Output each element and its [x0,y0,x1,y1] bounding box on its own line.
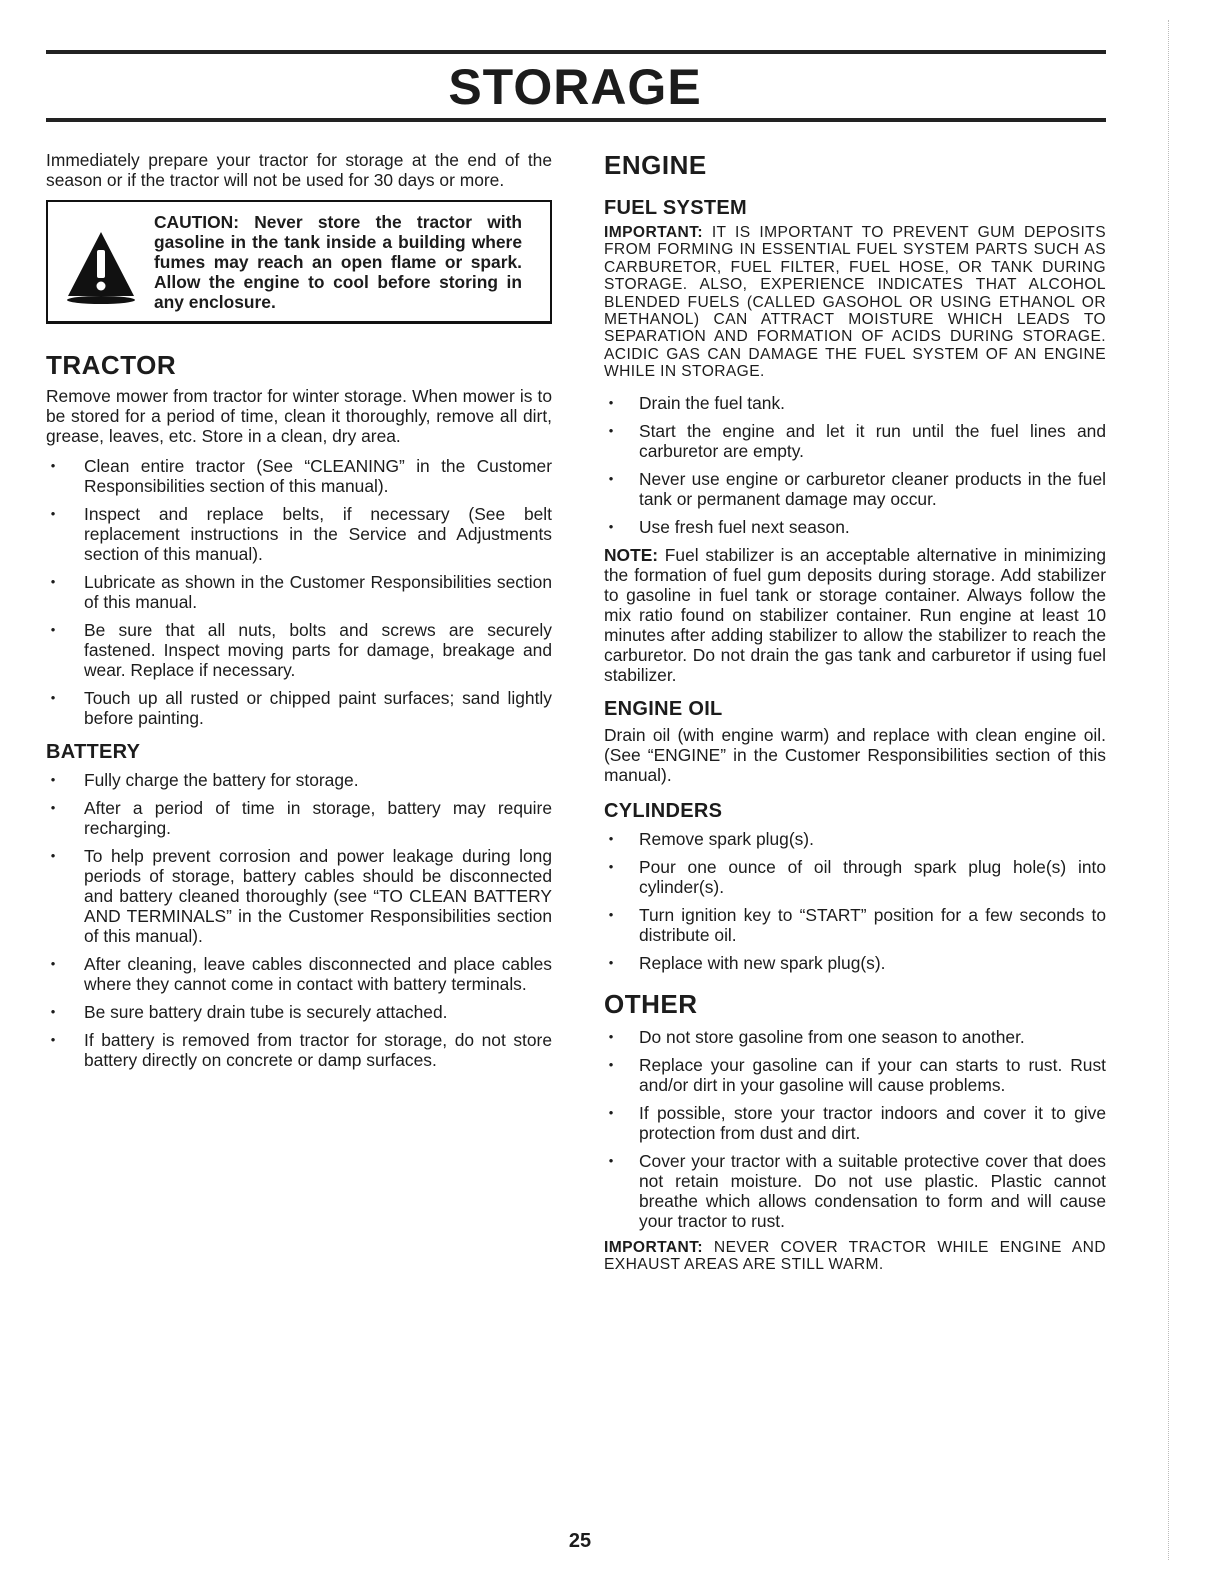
list-item: • Touch up all rusted or chipped paint surfaces; sand lightly before painting. [50,688,552,728]
note-text: Fuel stabilizer is an acceptable alternative in minimizing the formation of fuel gum deposits during storage. Add stabilizer to gasoline in fuel tank or storage container. Always follow the mix ratio found on stabilizer container. Run engine at least 10 minutes after adding stabilizer to allow the stabilizer to reach the carburetor. Do not drain the gas tank and carburetor if using fuel stabilizer. [604,544,1106,685]
list-item: • After cleaning, leave cables disconnected and place cables where they cannot come in contact with battery terminals. [50,954,552,994]
list-item: • If battery is removed from tractor for storage, do not store battery directly on concrete or damp surfaces. [50,1030,552,1070]
battery-list [46,770,552,1070]
list-item: • Start the engine and let it run until the fuel lines and carburetor are empty. [608,420,1106,461]
list-item: • Clean entire tractor (See “CLEANING” in the Customer Responsibilities section of this manual). [50,456,552,496]
other-list [604,1027,1106,1231]
list-item: • Inspect and replace belts, if necessary (See belt replacement instructions in the Service and Adjustments section of this manual). [50,504,552,564]
list-item: • If possible, store your tractor indoors and cover it to give protection from dust and dirt. [608,1102,1106,1143]
caution-box [46,200,552,324]
important-text: IT IS IMPORTANT TO PREVENT GUM DEPOSITS FROM FORMING IN ESSENTIAL FUEL SYSTEM PARTS SUCH AS CARBURETOR, FUEL FILTER, FUEL HOSE, OR TANK DURING STORAGE. ALSO, EXPERIENCE INDICATES THAT ALCOHOL BLENDED FUELS (CALLED GASOHOL OR USING ETHANOL OR METHANOL) CAN ATTRACT MOISTURE WHICH LEADS TO SEPARATION AND FORMATION OF ACIDS DURING STORAGE. ACIDIC GAS CAN DAMAGE THE FUEL SYSTEM OF AN ENGINE WHILE IN STORAGE. [604,224,1107,381]
cover-important-note [604,1239,1106,1274]
engine-oil-heading: ENGINE OIL [604,697,723,720]
page-title: STORAGE [448,59,702,115]
engine-oil-paragraph: Drain oil (with engine warm) and replace with clean engine oil. (See “ENGINE” in the Customer Responsibilities section of this manual). [604,724,1106,785]
right-column [604,150,1106,1273]
list-item: • Drain the fuel tank. [608,392,785,413]
cylinders-list [604,829,1106,973]
fuel-system-list [604,393,1106,537]
note-label: NOTE: [604,544,659,565]
tractor-list [46,456,552,728]
list-item: • Pour one ounce of oil through spark plug hole(s) into cylinder(s). [608,856,1106,897]
caution-text: CAUTION: Never store the tractor with gasoline in the tank inside a building where fumes may reach an open flame or spark. Allow the engine to cool before storing in any enclosure. [154,211,522,312]
tractor-paragraph: Remove mower from tractor for winter storage. When mower is to be stored for a period of time, clean it thoroughly, remove all dirt, grease, leaves, etc. Store in a clean, dry area. [46,386,552,446]
list-item: • Replace your gasoline can if your can starts to rust. Rust and/or dirt in your gasoline will cause problems. [608,1054,1106,1095]
tractor-heading: TRACTOR [46,350,177,380]
fuel-system-heading: FUEL SYSTEM [604,197,747,219]
other-heading: OTHER [604,988,698,1019]
list-item: • Be sure battery drain tube is securely attached. [50,1002,448,1022]
list-item: • After a period of time in storage, battery may require recharging. [50,798,552,838]
list-item: • To help prevent corrosion and power leakage during long periods of storage, battery cables should be disconnected and battery cleaned thoroughly (see “TO CLEAN BATTERY AND TERMINALS” in the Customer Responsibilities section of this manual). [50,846,552,946]
list-item: • Use fresh fuel next season. [608,516,850,537]
important-text: NEVER COVER TRACTOR WHILE ENGINE AND EXHAUST AREAS ARE STILL WARM. [604,1238,1107,1274]
list-item: • Cover your tractor with a suitable protective cover that does not retain moisture. Do not use plastic. Plastic cannot breathe which allows condensation to form and will cause your tractor to rust. [608,1150,1106,1231]
list-item: • Turn ignition key to “START” position for a few seconds to distribute oil. [608,904,1106,945]
fuel-important-note [604,224,1106,381]
page-number: 25 [568,1530,592,1552]
important-label: IMPORTANT: [604,1238,703,1256]
list-item: • Be sure that all nuts, bolts and screws are securely fastened. Inspect moving parts for damage, breakage and wear. Replace if necessary. [50,620,552,680]
list-item: • Replace with new spark plug(s). [608,952,886,973]
left-column [46,150,552,1078]
intro-paragraph: Immediately prepare your tractor for storage at the end of the season or if the tractor will not be used for 30 days or more. [46,150,552,190]
important-label: IMPORTANT: [604,224,703,241]
list-item: • Remove spark plug(s). [608,828,814,849]
list-item: • Lubricate as shown in the Customer Responsibilities section of this manual. [50,572,552,612]
list-item: • Never use engine or carburetor cleaner products in the fuel tank or permanent damage may occur. [608,468,1106,509]
warning-triangle-icon [48,220,154,304]
engine-heading: ENGINE [604,150,707,180]
list-item: • Do not store gasoline from one season to another. [608,1026,1025,1047]
page-edge [1168,20,1169,1560]
battery-heading: BATTERY [46,741,141,763]
fuel-stabilizer-note [604,545,1106,685]
header-rule-bottom [46,118,1106,122]
cylinders-heading: CYLINDERS [604,799,723,822]
list-item: • Fully charge the battery for storage. [50,770,359,790]
header-rule-top [46,50,1106,54]
